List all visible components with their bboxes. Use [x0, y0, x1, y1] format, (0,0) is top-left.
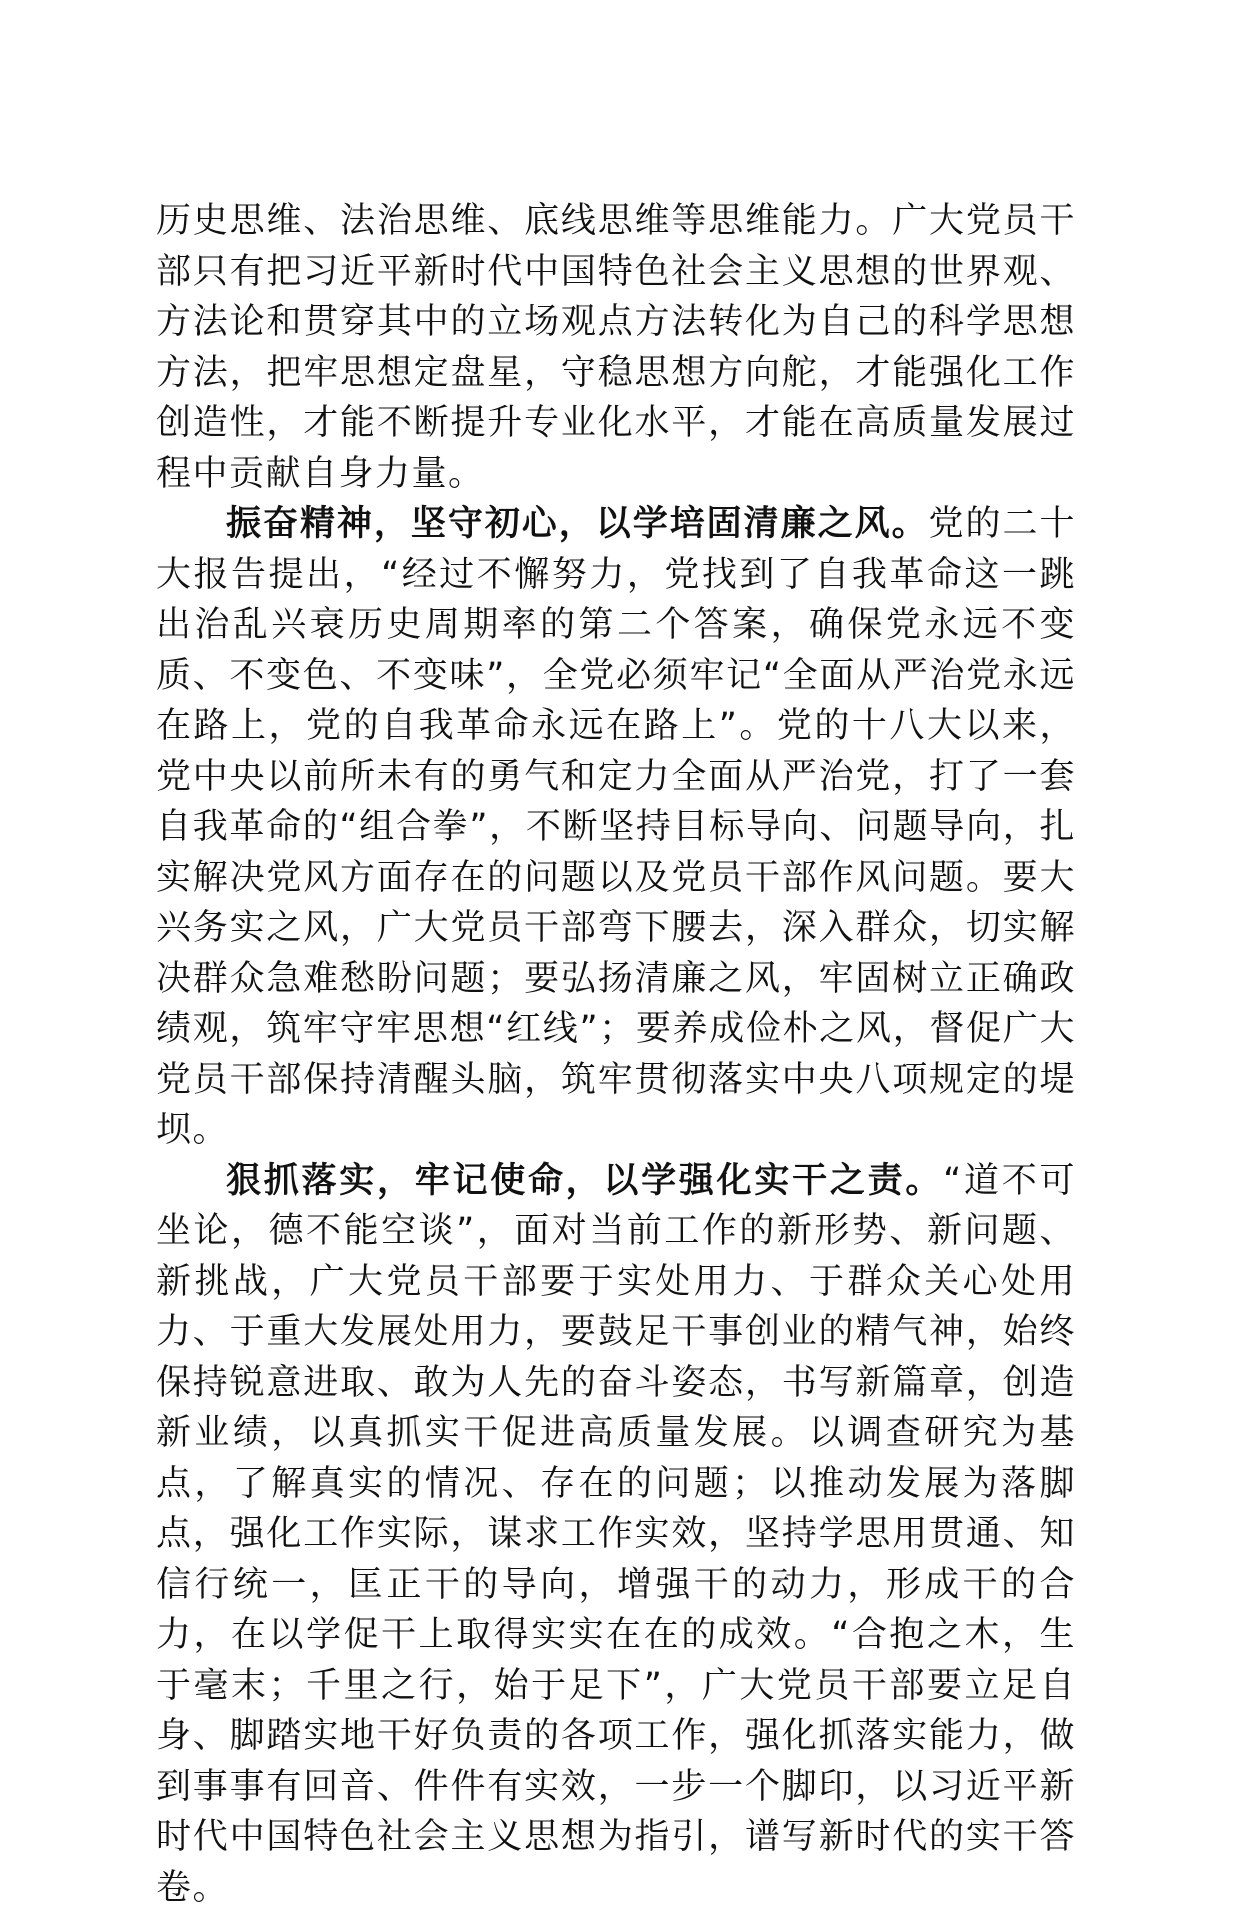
paragraph-3 [156, 1156, 1076, 1913]
paragraph-3-text: “道不可坐论，德不能空谈”，面对当前工作的新形势、新问题、新挑战，广大党员干部要于实处用力、于群众关心处用力、于重大发展处用力，要鼓足干事创业的精气神，始终保持锐意进取、敢为人先的奋斗姿态，书写新篇章，创造新业绩，以真抓实干促进高质量发展。以调查研究为基点，了解真实的情况、存在的问题；以推动发展为落脚点，强化工作实际，谋求工作实效，坚持学思用贯通、知信行统一，匡正干的导向，增强干的动力，形成干的合力，在以学促干上取得实实在在的成效。“合抱之木，生于毫末；千里之行，始于足下”，广大党员干部要立足自身、脚踏实地干好负责的各项工作，强化抓落实能力，做到事事有回音、件件有实效，一步一个脚印，以习近平新时代中国特色社会主义思想为指引，谱写新时代的实干答卷。 [156, 1161, 1076, 1908]
paragraph-1-text: 历史思维、法治思维、底线思维等思维能力。广大党员干部只有把习近平新时代中国特色社会主义思想的世界观、方法论和贯穿其中的立场观点方法转化为自己的科学思想方法，把牢思想定盘星，守稳思想方向舵，才能强化工作创造性，才能不断提升专业化水平，才能在高质量发展过程中贡献自身力量。 [156, 201, 1076, 494]
document-body [156, 196, 1076, 1913]
paragraph-3-heading: 狠抓落实，牢记使命，以学强化实干之责。 [226, 1161, 943, 1201]
paragraph-2-text: 党的二十大报告提出，“经过不懈努力，党找到了自我革命这一跳出治乱兴衰历史周期率的第二个答案，确保党永远不变质、不变色、不变味”，全党必须牢记“全面从严治党永远在路上，党的自我革命永远在路上”。党的十八大以来，党中央以前所未有的勇气和定力全面从严治党，打了一套自我革命的“组合拳”，不断坚持目标导向、问题导向，扎实解决党风方面存在的问题以及党员干部作风问题。要大兴务实之风，广大党员干部弯下腰去，深入群众，切实解决群众急难愁盼问题；要弘扬清廉之风，牢固树立正确政绩观，筑牢守牢思想“红线”；要养成俭朴之风，督促广大党员干部保持清醒头脑，筑牢贯彻落实中央八项规定的堤坝。 [156, 504, 1076, 1150]
paragraph-1 [156, 196, 1076, 499]
paragraph-2-heading: 振奋精神，坚守初心，以学培固清廉之风。 [226, 504, 929, 544]
paragraph-2 [156, 499, 1076, 1156]
